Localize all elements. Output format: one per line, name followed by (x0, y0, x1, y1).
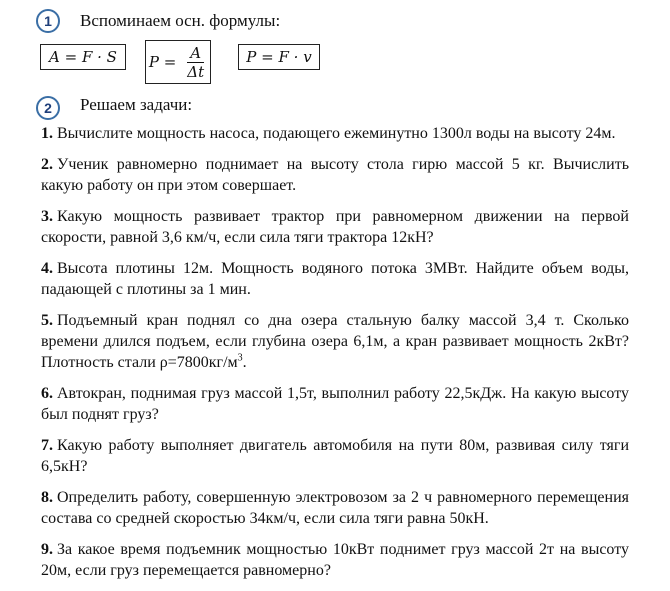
task-item (41, 383, 629, 425)
section-1-title: Вспоминаем осн. формулы: (80, 11, 281, 30)
task-item (41, 154, 629, 196)
task-item (41, 539, 629, 581)
formula-work: A = F · S (40, 44, 126, 70)
task-number: 4. (41, 260, 53, 277)
task-number: 2. (41, 156, 53, 173)
task-number: 6. (41, 385, 53, 402)
task-text-end: . (242, 354, 247, 371)
task-number: 8. (41, 489, 53, 506)
task-text: Высота плотины 12м. Мощность водяного потока 3МВт. Найдите объем воды, падающей с плотины за 1 мин. (41, 260, 629, 298)
task-item (41, 258, 629, 300)
task-number: 9. (41, 541, 53, 558)
task-item (41, 487, 629, 529)
task-text: Какую мощность развивает трактор при равномерном движении на первой скорости, равной 3,6 км/ч, если сила тяги трактора 12кН? (41, 208, 629, 246)
task-item (41, 123, 629, 144)
task-item (41, 310, 629, 373)
task-list (41, 123, 629, 591)
task-text: За какое время подъемник мощностью 10кВт поднимет груз массой 2т на высоту 20м, если груз перемещается равномерно? (41, 541, 629, 579)
section-2-title: Решаем задачи: (80, 95, 193, 114)
task-number: 1. (41, 125, 53, 142)
section-2-number-badge: 2 (36, 96, 60, 120)
task-number: 5. (41, 312, 53, 329)
task-text: Определить работу, совершенную электровозом за 2 ч равномерного перемещения состава со средней скоростью 34км/ч, если сила тяги равна 50кН. (41, 489, 629, 527)
formula-power-fraction (184, 44, 207, 81)
task-number: 3. (41, 208, 53, 225)
task-text: Ученик равномерно поднимает на высоту стола гирю массой 5 кг. Вычислить какую работу он при этом совершает. (41, 156, 629, 194)
task-number: 7. (41, 437, 53, 454)
task-text: Автокран, поднимая груз массой 1,5т, выполнил работу 22,5кДж. На какую высоту был поднят груз? (41, 385, 629, 423)
task-item (41, 435, 629, 477)
task-text: Какую работу выполняет двигатель автомобиля на пути 80м, развивая силу тяги 6,5кН? (41, 437, 629, 475)
task-item (41, 206, 629, 248)
formula-power-velocity: P = F · v (238, 44, 320, 70)
task-superscript: 3 (237, 352, 243, 364)
formula-power-lhs: P = (148, 53, 177, 71)
task-text: Подъемный кран поднял со дна озера стальную балку массой 3,4 т. Сколько времени длился подъем, если глубина озера 6,1м, а кран развивает мощность 2кВт? Плотность стали ρ=7800кг/м (41, 312, 629, 371)
formula-power-time (145, 40, 211, 84)
section-1-number-badge: 1 (36, 9, 60, 33)
formula-power-denominator: Δt (187, 62, 205, 81)
task-text: Вычислите мощность насоса, подающего ежеминутно 1300л воды на высоту 24м. (57, 125, 616, 142)
formula-power-numerator: A (187, 44, 204, 63)
